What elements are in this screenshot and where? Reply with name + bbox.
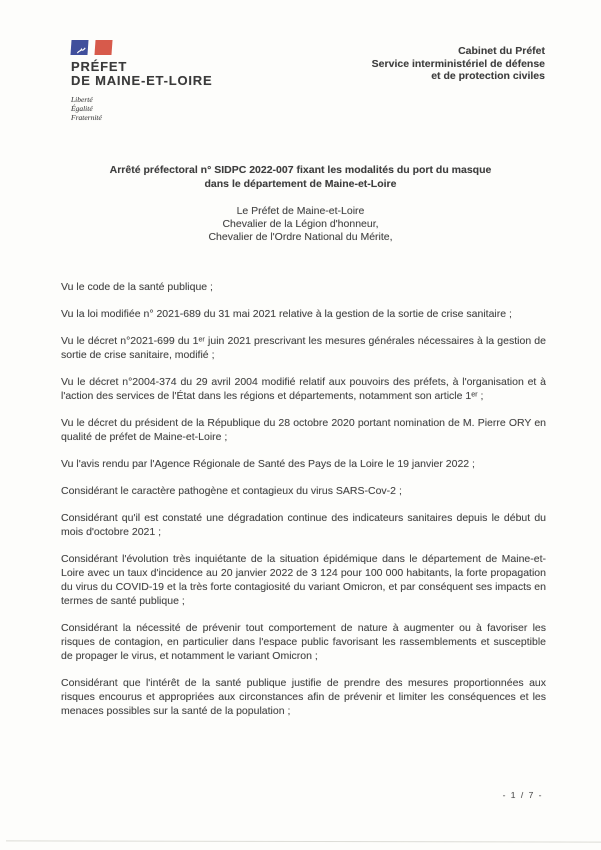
motto-fraternite: Fraternité xyxy=(71,113,102,122)
motto-liberte: Liberté xyxy=(71,95,93,104)
paragraph-considerant-2: Considérant qu'il est constaté une dégradation continue des indicateurs sanitaires depuis le début du mois d'octobre 2021 ; xyxy=(61,512,546,538)
decree-title xyxy=(0,163,601,191)
french-flags-icon xyxy=(71,40,212,55)
issuing-service-block xyxy=(372,45,545,83)
issuer-line3: Chevalier de l'Ordre National du Mérite, xyxy=(208,231,393,243)
paragraph-considerant-1: Considérant le caractère pathogène et contagieux du virus SARS-Cov-2 ; xyxy=(61,485,402,497)
flag-red-icon xyxy=(94,40,112,55)
motto-egalite: Égalité xyxy=(71,104,93,113)
prefecture-logo xyxy=(71,40,212,122)
service-line1: Cabinet du Préfet xyxy=(458,45,545,57)
paragraph-vu-1: Vu le code de la santé publique ; xyxy=(61,281,213,293)
prefecture-name-line2: DE MAINE-ET-LOIRE xyxy=(71,73,213,88)
paragraph-vu-2: Vu la loi modifiée n° 2021-689 du 31 mai 2021 relative à la gestion de la sortie de crise sanitaire ; xyxy=(61,308,512,320)
scan-edge-line xyxy=(6,840,601,842)
paragraph-vu-5: Vu le décret du président de la République du 28 octobre 2020 portant nomination de M. Pierre ORY en qualité de préfet de Maine-et-Loire ; xyxy=(61,417,546,443)
decree-title-line1: Arrêté préfectoral n° SIDPC 2022-007 fixant les modalités du port du masque xyxy=(109,164,492,176)
decree-title-line2: dans le département de Maine-et-Loire xyxy=(204,178,397,190)
prefecture-name-line1: PRÉFET xyxy=(71,59,128,74)
decree-body xyxy=(61,280,546,731)
issuer-line2: Chevalier de la Légion d'honneur, xyxy=(222,218,379,230)
paragraph-vu-4: Vu le décret n°2004-374 du 29 avril 2004 modifié relatif aux pouvoirs des préfets, à l'organisation et à l'action des services de l'État dans les régions et départements, notamment son article 1ᵉʳ ; xyxy=(61,376,546,402)
paragraph-considerant-5: Considérant que l'intérêt de la santé publique justifie de prendre des mesures proportionnées aux risques encourus et appropriées aux circonstances afin de prévenir et limiter les conséquences et les menaces possibles sur la santé de la population ; xyxy=(61,677,546,717)
republic-motto xyxy=(71,95,212,122)
page-number: - 1 / 7 - xyxy=(502,790,543,800)
flag-blue-icon xyxy=(70,40,88,55)
paragraph-vu-3: Vu le décret n°2021-699 du 1ᵉʳ juin 2021 prescrivant les mesures générales nécessaires à la gestion de sortie de crise sanitaire, modifié ; xyxy=(61,335,546,361)
marianne-icon xyxy=(77,47,86,54)
issuer-block xyxy=(0,205,601,244)
paragraph-considerant-3: Considérant l'évolution très inquiétante de la situation épidémique dans le département de Maine-et-Loire avec un taux d'incidence au 20 janvier 2022 de 3 124 pour 100 000 habitants, la forte propagation du virus du COVID-19 et la très forte contagiosité du variant Omicron, et par conséquent ses impacts en termes de santé publique ; xyxy=(61,553,546,607)
service-line2: Service interministériel de défense xyxy=(371,57,545,70)
issuer-line1: Le Préfet de Maine-et-Loire xyxy=(236,205,365,217)
service-line3: et de protection civiles xyxy=(431,70,545,82)
paragraph-considerant-4: Considérant la nécessité de prévenir tout comportement de nature à augmenter ou à favoriser les risques de contagion, en particulier dans l'espace public favorisant les rassemblements et susceptible de propager le virus, et notamment le variant Omicron ; xyxy=(61,622,546,662)
paragraph-vu-6: Vu l'avis rendu par l'Agence Régionale de Santé des Pays de la Loire le 19 janvier 2022 ; xyxy=(61,458,475,470)
